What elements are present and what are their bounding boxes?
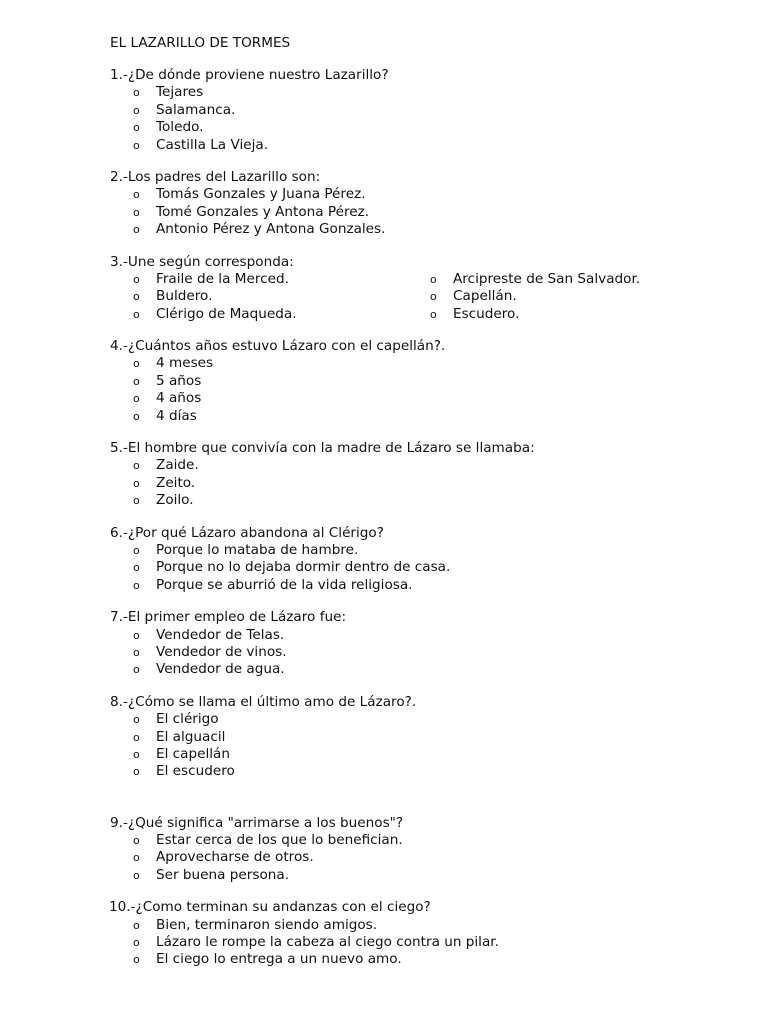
option-text: Fraile de la Merced. <box>156 270 289 287</box>
question-text: 2.-Los padres del Lazarillo son: <box>110 168 321 185</box>
option-text: Aprovecharse de otros. <box>156 849 314 866</box>
option-item <box>110 661 750 678</box>
question-text: 3.-Une según corresponda: <box>110 253 294 270</box>
option-item <box>110 288 410 305</box>
bullet-icon: o <box>133 747 140 761</box>
option-item <box>110 559 750 576</box>
bullet-icon: o <box>133 188 140 202</box>
bullet-icon: o <box>133 834 140 848</box>
bullet-icon: o <box>133 86 140 100</box>
option-text: El capellán <box>156 745 230 762</box>
option-item <box>110 186 750 203</box>
question-2 <box>110 169 750 239</box>
bullet-icon: o <box>133 205 140 219</box>
option-text: Bien, terminaron siendo amigos. <box>156 916 378 933</box>
option-list <box>110 186 750 238</box>
option-item <box>110 119 750 136</box>
option-text: Lázaro le rompe la cabeza al ciego contra un pilar. <box>156 934 499 951</box>
bullet-icon: o <box>133 663 140 677</box>
option-item <box>110 221 750 238</box>
option-text: Arcipreste de San Salvador. <box>453 270 641 287</box>
bullet-icon: o <box>133 138 140 152</box>
option-item <box>110 475 750 492</box>
option-item <box>110 84 750 101</box>
option-text: El alguacil <box>156 728 226 745</box>
question-9 <box>110 815 750 885</box>
bullet-icon: o <box>133 628 140 642</box>
option-text: El escudero <box>156 763 235 780</box>
bullet-icon: o <box>133 918 140 932</box>
option-text: Zeito. <box>156 474 196 491</box>
question-3 <box>110 254 750 324</box>
question-text: 7.-El primer empleo de Lázaro fue: <box>110 609 347 626</box>
option-item <box>110 849 750 866</box>
option-text: Porque lo mataba de hambre. <box>156 542 359 558</box>
bullet-icon: o <box>133 730 140 744</box>
option-item <box>110 746 750 763</box>
option-item <box>110 408 750 425</box>
option-text: Vendedor de vinos. <box>156 643 287 660</box>
bullet-icon: o <box>133 868 140 882</box>
option-text: Ser buena persona. <box>156 866 290 883</box>
option-list <box>110 542 750 594</box>
option-item <box>110 306 410 323</box>
option-text: Zaide. <box>156 457 199 474</box>
option-text: El ciego lo entrega a un nuevo amo. <box>156 951 402 968</box>
document <box>110 34 750 984</box>
option-text: Castilla La Vieja. <box>156 136 269 153</box>
question-text: 4.-¿Cuántos años estuvo Lázaro con el capellán?. <box>110 338 446 355</box>
option-list <box>110 457 750 509</box>
bullet-icon: o <box>133 103 140 117</box>
bullet-icon: o <box>133 459 140 473</box>
bullet-icon: o <box>133 290 140 304</box>
option-item <box>407 271 727 288</box>
bullet-icon: o <box>133 121 140 135</box>
bullet-icon: o <box>133 307 140 321</box>
bullet-icon: o <box>133 392 140 406</box>
option-text: Antonio Pérez y Antona Gonzales. <box>156 221 386 238</box>
question-8 <box>110 694 750 781</box>
document-title: EL LAZARILLO DE TORMES <box>110 35 291 51</box>
option-text: Tomás Gonzales y Juana Pérez. <box>156 186 366 203</box>
option-item <box>110 390 750 407</box>
bullet-icon: o <box>133 578 140 592</box>
option-text: 4 meses <box>156 355 214 372</box>
option-text: Estar cerca de los que lo benefician. <box>156 832 403 849</box>
bullet-icon: o <box>133 936 140 950</box>
option-item <box>110 355 750 372</box>
option-text: Toledo. <box>156 119 204 136</box>
question-6 <box>110 525 750 595</box>
bullet-icon: o <box>133 409 140 423</box>
option-item <box>110 271 410 288</box>
option-text: 5 años <box>156 372 202 389</box>
option-item <box>110 457 750 474</box>
option-text: 4 días <box>156 407 197 424</box>
question-text: 6.-¿Por qué Lázaro abandona al Clérigo? <box>110 524 384 541</box>
bullet-icon: o <box>430 272 437 286</box>
bullet-icon: o <box>133 953 140 967</box>
option-list <box>110 832 750 884</box>
bullet-icon: o <box>133 223 140 237</box>
bullet-icon: o <box>133 561 140 575</box>
option-item <box>407 288 727 305</box>
option-item <box>110 627 750 644</box>
question-text: 10.-¿Como terminan su andanzas con el ciego? <box>109 899 431 916</box>
question-text: 5.-El hombre que convivía con la madre de Lázaro se llamaba: <box>110 440 535 457</box>
bullet-icon: o <box>133 374 140 388</box>
option-text: Zoilo. <box>156 492 194 509</box>
option-text: El clérigo <box>156 711 219 728</box>
option-list-left <box>110 271 410 323</box>
question-text: 9.-¿Qué significa "arrimarse a los buenos"? <box>110 814 404 831</box>
option-text: Clérigo de Maqueda. <box>156 305 297 322</box>
option-item <box>110 832 750 849</box>
question-4 <box>110 338 750 425</box>
option-item <box>407 306 727 323</box>
option-text: Porque se aburrió de la vida religiosa. <box>156 576 413 593</box>
bullet-icon: o <box>133 544 140 557</box>
two-column-options <box>110 271 750 323</box>
option-item <box>110 102 750 119</box>
question-text: 1.-¿De dónde proviene nuestro Lazarillo? <box>110 67 389 83</box>
option-text: Salamanca. <box>156 101 236 118</box>
option-item <box>110 373 750 390</box>
option-item <box>110 711 750 728</box>
bullet-icon: o <box>133 476 140 490</box>
question-7 <box>110 609 750 679</box>
option-list <box>110 711 750 781</box>
bullet-icon: o <box>133 645 140 659</box>
option-item <box>110 542 750 559</box>
option-item <box>110 917 750 934</box>
bullet-icon: o <box>133 494 140 508</box>
question-text: 8.-¿Cómo se llama el último amo de Lázaro?. <box>110 693 417 710</box>
option-text: 4 años <box>156 390 202 407</box>
option-text: Porque no lo dejaba dormir dentro de casa. <box>156 559 451 576</box>
option-item <box>110 729 750 746</box>
option-item <box>110 951 750 968</box>
option-text: Vendedor de Telas. <box>156 626 285 643</box>
option-list <box>110 84 750 154</box>
option-item <box>110 204 750 221</box>
option-item <box>110 644 750 661</box>
option-item <box>110 763 750 780</box>
option-item <box>110 934 750 951</box>
option-text: Vendedor de agua. <box>156 661 285 678</box>
option-list <box>110 917 750 969</box>
question-5 <box>110 440 750 510</box>
bullet-icon: o <box>430 290 437 304</box>
option-text: Buldero. <box>156 288 213 305</box>
option-text: Escudero. <box>453 305 520 322</box>
bullet-icon: o <box>133 272 140 286</box>
option-item <box>110 137 750 154</box>
option-text: Tomé Gonzales y Antona Pérez. <box>156 203 370 220</box>
option-item <box>110 492 750 509</box>
question-10 <box>110 899 750 969</box>
bullet-icon: o <box>430 307 437 321</box>
option-text: Tejares <box>156 84 204 101</box>
bullet-icon: o <box>133 357 140 371</box>
option-item <box>110 577 750 594</box>
option-list <box>110 627 750 679</box>
bullet-icon: o <box>133 765 140 779</box>
option-list-right <box>407 271 727 323</box>
bullet-icon: o <box>133 713 140 727</box>
option-list <box>110 355 750 425</box>
option-text: Capellán. <box>453 288 517 305</box>
question-1 <box>110 67 750 154</box>
bullet-icon: o <box>133 851 140 865</box>
option-item <box>110 867 750 884</box>
